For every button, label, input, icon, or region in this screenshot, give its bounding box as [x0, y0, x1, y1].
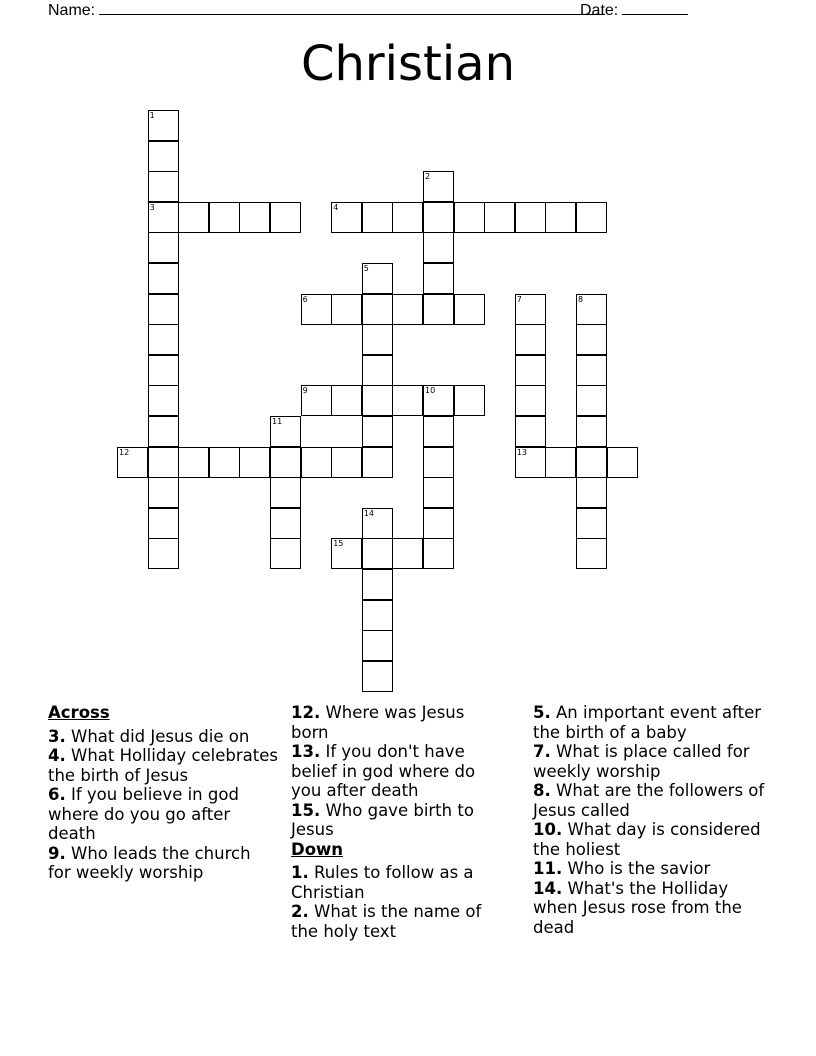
- grid-cell[interactable]: [576, 416, 607, 447]
- clue-number: 4: [333, 202, 339, 212]
- grid-cell[interactable]: [423, 538, 454, 569]
- grid-cell[interactable]: [148, 110, 179, 141]
- clue-down-8: 8. What are the followers of Jesus called: [533, 781, 765, 820]
- grid-cell[interactable]: [362, 324, 393, 355]
- grid-cell[interactable]: [148, 538, 179, 569]
- grid-cell[interactable]: [362, 600, 393, 631]
- grid-cell[interactable]: [576, 202, 607, 233]
- grid-cell[interactable]: [148, 447, 179, 478]
- grid-cell[interactable]: [148, 416, 179, 447]
- grid-cell[interactable]: [331, 538, 362, 569]
- name-label: Name:: [48, 2, 96, 19]
- grid-cell[interactable]: [545, 202, 576, 233]
- grid-cell[interactable]: [362, 294, 393, 325]
- grid-cell[interactable]: [178, 202, 209, 233]
- clue-across-15: 15. Who gave birth to Jesus: [291, 800, 474, 839]
- grid-cell[interactable]: [576, 508, 607, 539]
- grid-cell[interactable]: [423, 232, 454, 263]
- grid-cell[interactable]: [362, 447, 393, 478]
- grid-cell[interactable]: [454, 294, 485, 325]
- grid-cell[interactable]: [545, 447, 576, 478]
- grid-cell[interactable]: [301, 385, 332, 416]
- grid-cell[interactable]: [423, 263, 454, 294]
- grid-cell[interactable]: [148, 263, 179, 294]
- grid-cell[interactable]: [423, 171, 454, 202]
- grid-cell[interactable]: [270, 538, 301, 569]
- grid-cell[interactable]: [392, 385, 423, 416]
- clue-number: 14: [363, 508, 374, 518]
- clues-column-2: [291, 703, 506, 941]
- grid-cell[interactable]: [117, 447, 148, 478]
- grid-cell[interactable]: [392, 294, 423, 325]
- grid-cell[interactable]: [362, 538, 393, 569]
- grid-cell[interactable]: [607, 447, 638, 478]
- grid-cell[interactable]: [515, 202, 546, 233]
- grid-cell[interactable]: [576, 324, 607, 355]
- clue-down-2: 2. What is the name of the holy text: [291, 902, 482, 941]
- grid-cell[interactable]: [423, 385, 454, 416]
- clue-across-9: 9. Who leads the church for weekly worship: [48, 843, 251, 882]
- grid-cell[interactable]: [148, 385, 179, 416]
- clue-number: 7: [516, 294, 522, 304]
- grid-cell[interactable]: [362, 661, 393, 692]
- grid-cell[interactable]: [515, 324, 546, 355]
- clue-down-10: 10. What day is considered the holiest: [533, 820, 761, 859]
- grid-cell[interactable]: [362, 630, 393, 661]
- clue-across-3: 3. What did Jesus die on: [48, 726, 250, 746]
- grid-cell[interactable]: [331, 447, 362, 478]
- grid-cell[interactable]: [331, 385, 362, 416]
- grid-cell[interactable]: [515, 294, 546, 325]
- clue-down-14: 14. What's the Holliday when Jesus rose from the dead: [533, 878, 742, 937]
- grid-cell[interactable]: [148, 141, 179, 172]
- grid-cell[interactable]: [239, 447, 270, 478]
- grid-cell[interactable]: [148, 202, 179, 233]
- clue-across-4: 4. What Holliday celebrates the birth of Jesus: [48, 746, 278, 785]
- clue-number: 6: [302, 294, 308, 304]
- clue-number: 15: [333, 539, 344, 549]
- clue-number: 10: [425, 386, 436, 396]
- across-heading: Across: [48, 703, 110, 722]
- grid-cell[interactable]: [362, 385, 393, 416]
- grid-cell[interactable]: [576, 385, 607, 416]
- clue-number: 9: [302, 386, 308, 396]
- clue-number: 11: [272, 417, 283, 426]
- grid-cell[interactable]: [423, 477, 454, 508]
- grid-cell[interactable]: [362, 202, 393, 233]
- clue-across-13: 13. If you don't have belief in god where do you after death: [291, 742, 476, 800]
- grid-cell[interactable]: [576, 538, 607, 569]
- clue-down-5: 5. An important event after the birth of a baby: [533, 703, 762, 742]
- clue-number: 3: [149, 202, 155, 212]
- grid-cell[interactable]: [362, 355, 393, 386]
- grid-cell[interactable]: [515, 447, 546, 478]
- grid-cell[interactable]: [484, 202, 515, 233]
- grid-cell[interactable]: [178, 447, 209, 478]
- clue-number: 12: [119, 447, 130, 457]
- grid-cell[interactable]: [576, 477, 607, 508]
- grid-cell[interactable]: [392, 202, 423, 233]
- clue-down-1: 1. Rules to follow as a Christian: [291, 863, 474, 902]
- grid-cell[interactable]: [270, 477, 301, 508]
- grid-cell[interactable]: [392, 538, 423, 569]
- grid-cell[interactable]: [148, 477, 179, 508]
- grid-cell[interactable]: [362, 263, 393, 294]
- grid-cell[interactable]: [209, 447, 240, 478]
- clue-down-11: 11. Who is the savior: [533, 859, 711, 878]
- grid-cell[interactable]: [515, 355, 546, 386]
- grid-cell[interactable]: [331, 202, 362, 233]
- grid-cell[interactable]: [301, 447, 332, 478]
- grid-cell[interactable]: [423, 508, 454, 539]
- grid-cell[interactable]: [576, 294, 607, 325]
- grid-cell[interactable]: [270, 416, 301, 447]
- grid-cell[interactable]: [423, 447, 454, 478]
- clue-across-12: 12. Where was Jesus born: [291, 703, 465, 742]
- grid-cell[interactable]: [362, 416, 393, 447]
- grid-cell[interactable]: [148, 232, 179, 263]
- clues-column-3: [533, 703, 768, 937]
- grid-cell[interactable]: [515, 416, 546, 447]
- grid-cell[interactable]: [515, 385, 546, 416]
- down-heading: Down: [291, 839, 344, 859]
- grid-cell[interactable]: [239, 202, 270, 233]
- grid-cell[interactable]: [148, 294, 179, 325]
- grid-cell[interactable]: [576, 447, 607, 478]
- clue-number: 5: [363, 264, 369, 273]
- grid-cell[interactable]: [148, 171, 179, 202]
- grid-cell[interactable]: [454, 202, 485, 233]
- clue-number: 1: [149, 111, 155, 120]
- grid-cell[interactable]: [331, 294, 362, 325]
- grid-cell[interactable]: [362, 508, 393, 539]
- grid-cell[interactable]: [148, 355, 179, 386]
- grid-cell[interactable]: [148, 324, 179, 355]
- grid-cell[interactable]: [362, 569, 393, 600]
- clues-column-1: [48, 703, 278, 883]
- clue-across-6: 6. If you believe in god where do you go after death: [48, 785, 239, 843]
- grid-cell[interactable]: [270, 508, 301, 539]
- grid-cell[interactable]: [301, 294, 332, 325]
- grid-cell[interactable]: [148, 508, 179, 539]
- grid-cell[interactable]: [423, 416, 454, 447]
- grid-cell[interactable]: [209, 202, 240, 233]
- grid-cell[interactable]: [454, 385, 485, 416]
- date-label: Date:: [580, 2, 619, 19]
- grid-cell[interactable]: [423, 202, 454, 233]
- grid-cell[interactable]: [270, 202, 301, 233]
- grid-cell[interactable]: [423, 294, 454, 325]
- grid-cell[interactable]: [270, 447, 301, 478]
- clue-number: 13: [516, 447, 527, 457]
- clue-number: 2: [425, 172, 431, 182]
- clue-down-7: 7. What is place called for weekly worship: [533, 742, 750, 781]
- grid-cell[interactable]: [576, 355, 607, 386]
- page-title: Christian: [300, 36, 515, 92]
- clue-number: 8: [578, 294, 584, 304]
